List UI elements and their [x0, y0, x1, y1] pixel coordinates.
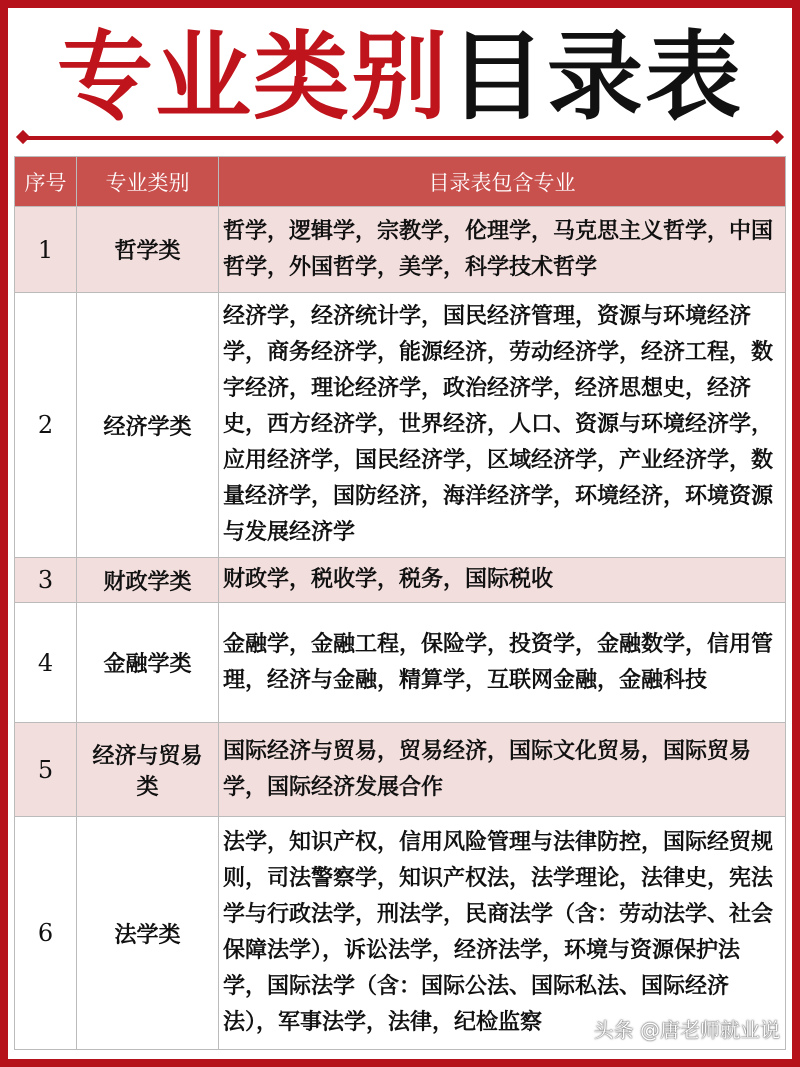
row-category: 金融学类 [77, 603, 219, 723]
title-divider [22, 136, 778, 140]
table-row [15, 558, 786, 603]
table-header-row [15, 157, 786, 207]
row-category: 哲学类 [77, 207, 219, 293]
row-category: 法学类 [77, 817, 219, 1050]
table-row [15, 603, 786, 723]
row-number: 5 [15, 723, 77, 817]
row-number: 1 [15, 207, 77, 293]
row-number: 3 [15, 558, 77, 603]
watermark: 头条 @唐老师就业说 [593, 1018, 780, 1042]
row-majors: 经济学，经济统计学，国民经济管理，资源与环境经济学，商务经济学，能源经济，劳动经济学，经济工程，数字经济，理论经济学，政治经济学，经济思想史，经济史，西方经济学，世界经济，人口、资源与环境经济学，应用经济学，国民经济学，区域经济学，产业经济学，数量经济学，国防经济，海洋经济学，环境经济，环境资源与发展经济学 [219, 293, 786, 558]
page-title [0, 22, 800, 132]
row-majors: 金融学，金融工程，保险学，投资学，金融数学，信用管理，经济与金融，精算学，互联网金融，金融科技 [219, 603, 786, 723]
table-row [15, 293, 786, 558]
row-number: 4 [15, 603, 77, 723]
row-majors: 法学，知识产权，信用风险管理与法律防控，国际经贸规则，司法警察学，知识产权法，法学理论，法律史，宪法学与行政法学，刑法学，民商法学（含：劳动法学、社会保障法学），诉讼法学，经济法学，环境与资源保护法学，国际法学（含：国际公法、国际私法、国际经济法），军事法学，法律，纪检监察 [219, 817, 786, 1050]
header-number: 序号 [15, 157, 77, 207]
title-red-part: 专业类别 [57, 20, 449, 133]
row-majors: 国际经济与贸易，贸易经济，国际文化贸易，国际贸易学，国际经济发展合作 [219, 723, 786, 817]
row-category: 财政学类 [77, 558, 219, 603]
table-row [15, 207, 786, 293]
row-majors: 财政学，税收学，税务，国际税收 [219, 558, 786, 603]
major-catalog-table [14, 156, 786, 1050]
row-category: 经济与贸易类 [77, 723, 219, 817]
table-row [15, 723, 786, 817]
row-number: 2 [15, 293, 77, 558]
row-majors: 哲学，逻辑学，宗教学，伦理学，马克思主义哲学，中国哲学，外国哲学，美学，科学技术哲学 [219, 207, 786, 293]
row-category: 经济学类 [77, 293, 219, 558]
header-majors: 目录表包含专业 [219, 157, 786, 207]
title-black-part: 目录表 [449, 20, 743, 133]
row-number: 6 [15, 817, 77, 1050]
header-category: 专业类别 [77, 157, 219, 207]
